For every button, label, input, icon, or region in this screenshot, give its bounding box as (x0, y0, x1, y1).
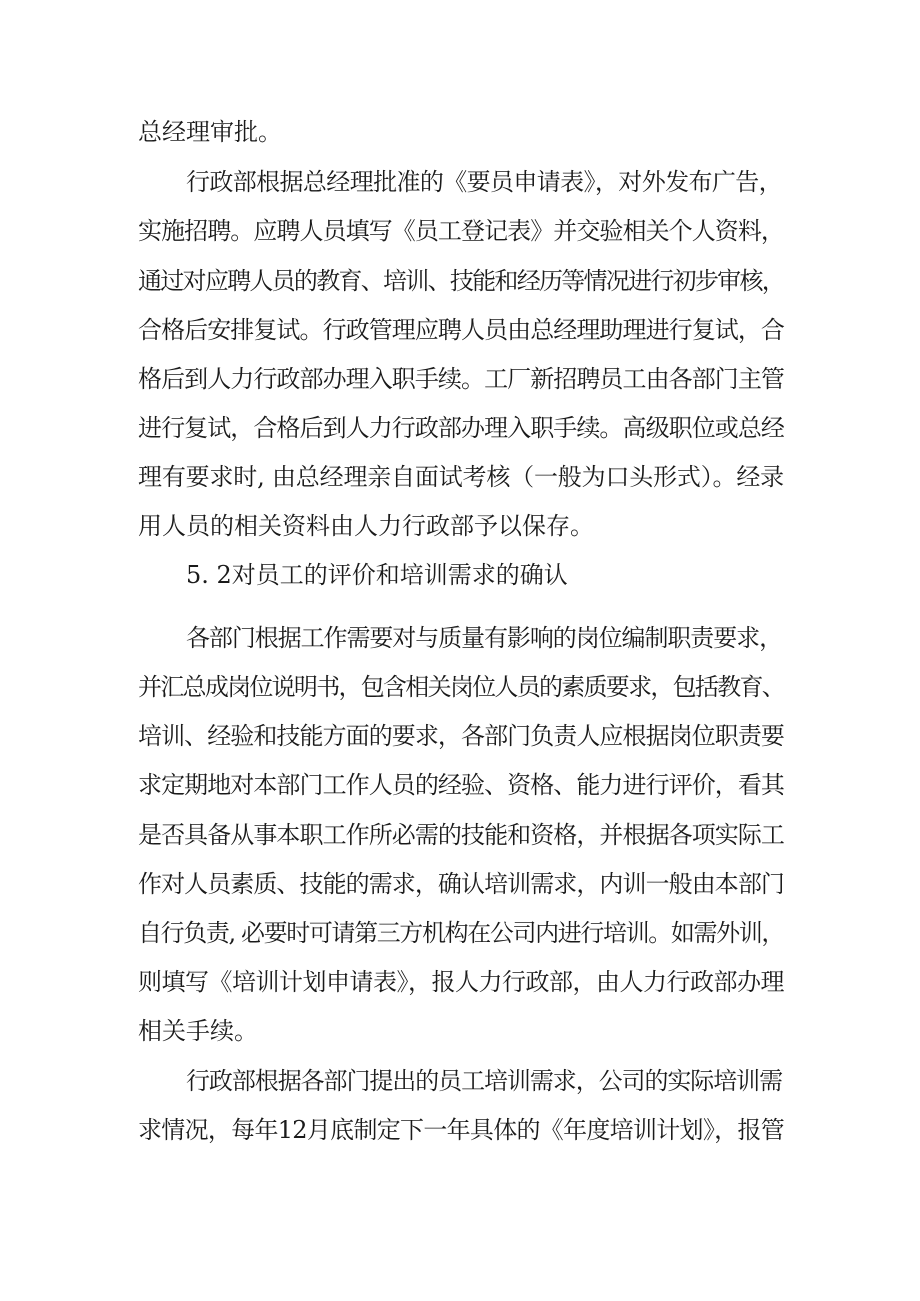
text-line: 进行复试，合格后到人力行政部办理入职手续。高级职位或总经 (138, 414, 784, 442)
text-line: 合格后安排复试。行政管理应聘人员由总经理助理进行复试，合 (138, 316, 784, 344)
text-line: 求定期地对本部门工作人员的经验、资格、能力进行评价，看其 (138, 771, 784, 799)
paragraph-first-line: 行政部根据总经理批准的《要员申请表》，对外发布广告， (186, 168, 782, 196)
text-line: 培训、经验和技能方面的要求，各部门负责人应根据岗位职责要 (138, 722, 784, 750)
paragraph-first-line: 行政部根据各部门提出的员工培训需求，公司的实际培训需 (186, 1067, 782, 1095)
text-line: 并汇总成岗位说明书，包含相关岗位人员的素质要求，包括教育、 (138, 673, 784, 701)
text-line: 用人员的相关资料由人力行政部予以保存。 (138, 512, 594, 540)
text-line: 总经理审批。 (138, 118, 282, 146)
text-line: 是否具备从事本职工作所必需的技能和资格，并根据各项实际工 (138, 821, 784, 849)
text-line: 相关手续。 (138, 1017, 258, 1045)
text-line: 自行负责, 必要时可请第三方机构在公司内进行培训。如需外训， (138, 919, 784, 947)
text-line: 实施招聘。应聘人员填写《员工登记表》并交验相关个人资料， (138, 217, 784, 245)
text-line: 作对人员素质、技能的需求，确认培训需求，内训一般由本部门 (138, 870, 784, 898)
text-line: 格后到人力行政部办理入职手续。工厂新招聘员工由各部门主管 (138, 365, 784, 393)
text-line: 则填写《培训计划申请表》，报人力行政部，由人力行政部办理 (138, 968, 784, 996)
text-line: 理有要求时, 由总经理亲自面试考核（一般为口头形式）。经录 (138, 463, 784, 491)
text-line: 通过对应聘人员的教育、培训、技能和经历等情况进行初步审核， (138, 267, 784, 295)
text-line: 求情况，每年12月底制定下一年具体的《年度培训计划》，报管 (138, 1116, 784, 1144)
section-heading: 5. 2对员工的评价和培训需求的确认 (186, 561, 568, 589)
paragraph-first-line: 各部门根据工作需要对与质量有影响的岗位编制职责要求， (186, 624, 782, 652)
